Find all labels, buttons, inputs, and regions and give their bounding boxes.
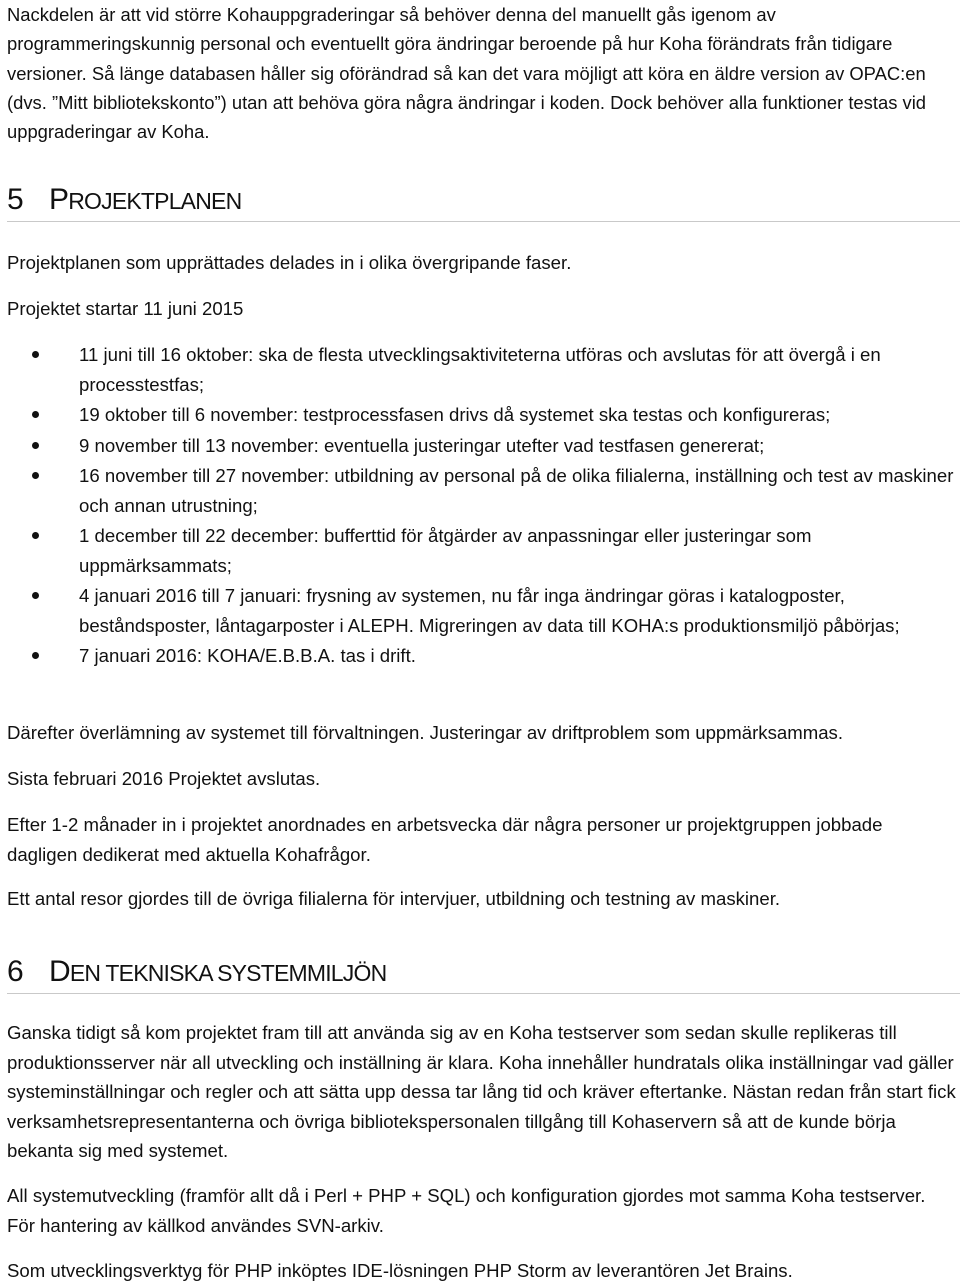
project-end-text: Sista februari 2016 Projektet avslutas. [7, 768, 321, 789]
bullet-icon [32, 592, 39, 599]
bullet-icon [32, 652, 39, 659]
project-start: Projektet startar 11 juni 2015 [7, 298, 244, 319]
phase-list [7, 340, 957, 672]
travel-text: Ett antal resor gjordes till de övriga filialerna för intervjuer, utbildning och testning av maskiner. [7, 888, 781, 909]
bullet-icon [32, 351, 39, 358]
list-item: 7 januari 2016: KOHA/E.B.B.A. tas i drift. [7, 641, 957, 671]
section-6-number: 6 [7, 955, 23, 988]
section-5-title-rest: ROJEKTPLANEN [68, 188, 242, 214]
list-item: 1 december till 22 december: bufferttid för åtgärder av anpassningar eller justeringar som uppmärksammats; [7, 521, 957, 580]
handover-text: Därefter överlämning av systemet till förvaltningen. Justeringar av driftproblem som uppmärksammas. [7, 722, 844, 743]
list-item: 9 november till 13 november: eventuella justeringar utefter vad testfasen genererat; [7, 431, 957, 461]
section-6-title-initial: D [49, 955, 70, 988]
ide-paragraph: Som utvecklingsverktyg för PHP inköptes IDE-lösningen PHP Storm av leverantören Jet Brains. [7, 1260, 793, 1281]
bullet-icon [32, 442, 39, 449]
bullet-icon [32, 532, 39, 539]
section-5-heading [7, 183, 960, 222]
list-item: 19 oktober till 6 november: testprocessfasen drivs då systemet ska testas och konfigureras; [7, 400, 957, 430]
section-6-title-rest: EN TEKNISKA SYSTEMMILJÖN [69, 960, 387, 986]
bullet-icon [32, 472, 39, 479]
work-week-text: Efter 1-2 månader in i projektet anordnades en arbetsvecka där några personer ur projektgruppen jobbade dagligen dedikerat med aktuella Kohafrågor. [7, 814, 883, 865]
list-item: 4 januari 2016 till 7 januari: frysning av systemen, nu får inga ändringar göras i katalogposter, beståndsposter, låntagarposter i ALEPH. Migreringen av data till KOHA:s produktionsmiljö påbörjas; [7, 581, 957, 640]
test-server-paragraph: Ganska tidigt så kom projektet fram till att använda sig av en Koha testserver som sedan skulle replikeras till produktionsserver när all utveckling och inställning är klara. Koha innehåller hundratals olika inställningar vad gäller systeminställningar och regler och att sätta upp dessa tar lång tid och kräver eftertanke. Nästan redan från start fick verksamhetsrepresentanterna och övriga bibliotekspersonalen tillgång till Kohaservern så att de kunde börja bekanta sig med systemet. [7, 1022, 956, 1161]
section-5-title-initial: P [49, 183, 69, 216]
section-5-lead: Projektplanen som upprättades delades in i olika övergripande faser. [7, 252, 572, 273]
section-5-number: 5 [7, 183, 23, 216]
bullet-icon [32, 411, 39, 418]
intro-paragraph: Nackdelen är att vid större Kohauppgraderingar så behöver denna del manuellt gås igenom av programmeringskunnig personal och eventuellt göra ändringar beroende på hur Koha förändrats från tidigare versioner. Så länge databasen håller sig oförändrad så kan det vara möjligt att köra en äldre version av OPAC:en (dvs. ”Mitt bibliotekskonto”) utan att behöva göra några ändringar i koden. Dock behöver alla funktioner testas vid uppgraderingar av Koha. [7, 4, 927, 143]
development-paragraph: All systemutveckling (framför allt då i Perl + PHP + SQL) och konfiguration gjordes mot samma Koha testserver. För hantering av källkod användes SVN-arkiv. [7, 1185, 926, 1236]
section-6-heading [7, 955, 960, 994]
list-item: 16 november till 27 november: utbildning av personal på de olika filialerna, inställning och test av maskiner och annan utrustning; [7, 461, 957, 520]
list-item: 11 juni till 16 oktober: ska de flesta utvecklingsaktiviteterna utföras och avslutas för att övergå i en processtestfas; [7, 340, 957, 399]
